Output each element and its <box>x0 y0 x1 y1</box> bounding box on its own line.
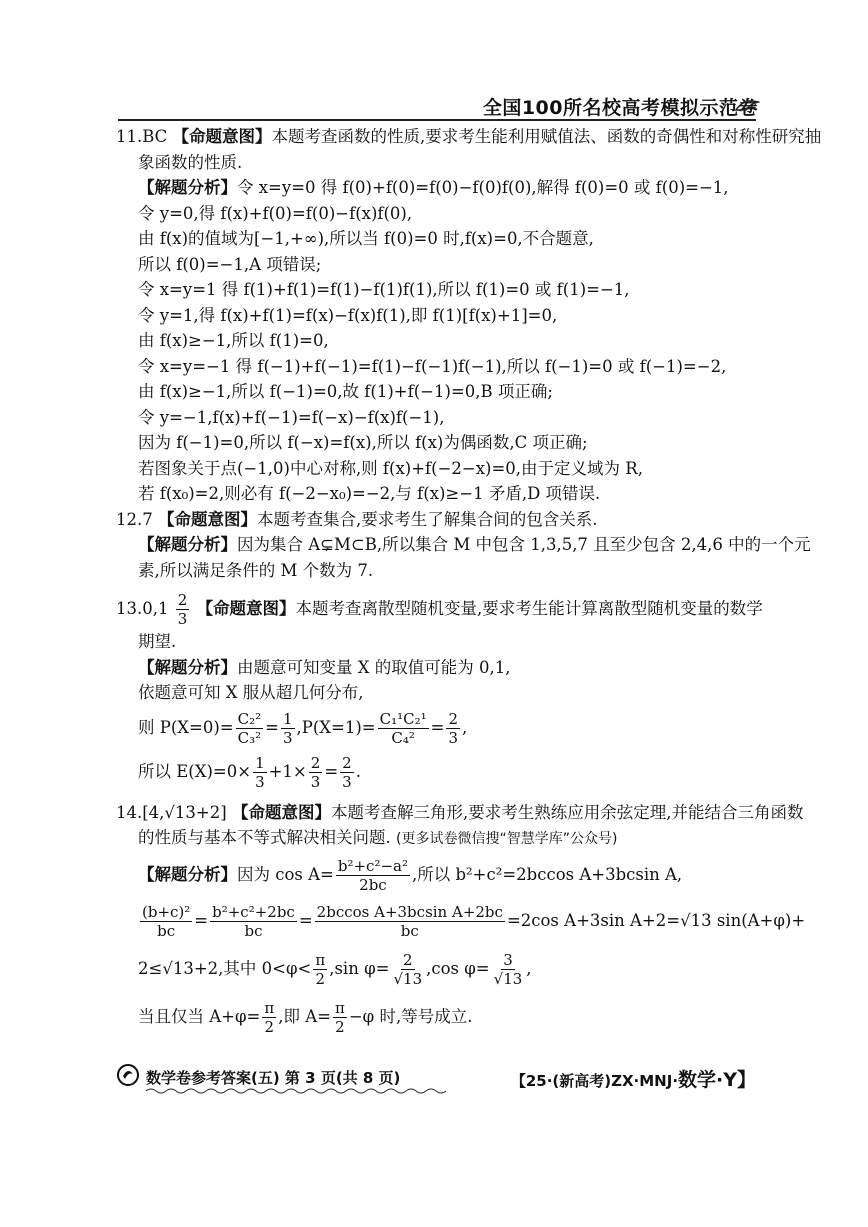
q11-line-11: 若图象关于点(−1,0)中心对称,则 f(x)+f(−2−x)=0,由于定义域为 R, <box>138 458 643 478</box>
answer-content <box>116 124 822 1041</box>
q13-intent: 本题考查离散型随机变量,要求考生能计算离散型随机变量的数学 <box>295 599 763 618</box>
question-13 <box>116 589 763 794</box>
q13-line-2: 依题意可知 X 服从超几何分布, <box>138 683 364 702</box>
q13-answer-fraction: $\frac{2}{3}$ <box>177 591 188 628</box>
q14-label: 14.[4,√13+2] <box>116 802 227 822</box>
q14-intent-cont: 的性质与基本不等式解决相关问题. <box>138 828 391 847</box>
footer-code: 【25·(新高考)ZX·MNJ·数学·Y】 <box>510 1069 756 1091</box>
q11-line-7: 令 x=y=−1 得 f(−1)+f(−1)=f(1)−f(−1)f(−1),所以 f(−1)=0 或 f(−1)=−2, <box>138 356 727 376</box>
q11-line-3: 所以 f(0)=−1,A 项错误; <box>138 254 322 274</box>
footer-page-info: 数学卷参考答案(五) 第 3 页(共 8 页) <box>146 1069 401 1087</box>
q12-line-1: 因为集合 A⊊M⊂B,所以集合 M 中包含 1,3,5,7 且至少包含 2,4,6 中的一个元 <box>237 535 811 554</box>
q13-intent-tag: 【命题意图】 <box>196 599 296 618</box>
q13-label: 13.0,1 <box>116 599 169 618</box>
header-rule <box>118 119 756 121</box>
q11-line-12: 若 f(x₀)=2,则必有 f(−2−x₀)=−2,与 f(x)≥−1 矛盾,D 项错误. <box>138 484 601 503</box>
q11-line-5: 令 y=1,得 f(x)+f(1)=f(x)−f(x)f(1),即 f(1)[f(x)+1]=0, <box>138 305 558 325</box>
q11-line-2: 由 f(x)的值域为[−1,+∞),所以当 f(0)=0 时,f(x)=0,不合题意, <box>138 229 594 248</box>
q13-analysis-tag: 【解题分析】 <box>138 657 237 677</box>
page-footer <box>116 1063 756 1089</box>
q11-intent: 本题考查函数的性质,要求考生能利用赋值法、函数的奇偶性和对称性研究抽 <box>271 127 822 146</box>
q14-note: (更多试卷微信搜“智慧学库”公众号) <box>396 831 618 847</box>
q14-analysis-tag: 【解题分析】 <box>138 864 237 884</box>
q11-line-6: 由 f(x)≥−1,所以 f(1)=0, <box>138 331 329 350</box>
q13-intent-cont: 期望. <box>138 632 177 651</box>
q12-analysis-tag: 【解题分析】 <box>138 535 237 554</box>
q11-line-4: 令 x=y=1 得 f(1)+f(1)=f(1)−f(1)f(1),所以 f(1)=0 或 f(1)=−1, <box>138 280 630 299</box>
q11-intent-tag: 【命题意图】 <box>172 127 272 146</box>
footer-wave-decoration <box>146 1087 446 1095</box>
q11-intent-cont: 象函数的性质. <box>138 152 243 172</box>
q13-expectation-line: 所以 E(X)=0× $\frac{1}{3}$ +1× $\frac{2}{3}$ = $\frac{2}{3}$ . <box>138 753 361 791</box>
series-title: 全国100所名校高考模拟示范卷 <box>482 97 758 119</box>
q11-analysis-tag: 【解题分析】 <box>138 178 237 197</box>
q11-line-8: 由 f(x)≥−1,所以 f(−1)=0,故 f(1)+f(−1)=0,B 项正确; <box>138 382 553 401</box>
q14-final-line: 当且仅当 A+φ= $\frac{\pi}{2}$ ,即 A= $\frac{\pi}{2}$ −φ 时,等号成立. <box>138 998 473 1036</box>
q14-intent: 本题考查解三角形,要求考生熟练应用余弦定理,并能结合三角函数 <box>330 802 804 822</box>
q11-line-1: 令 y=0,得 f(x)+f(0)=f(0)−f(x)f(0), <box>138 203 413 223</box>
q13-probability-line: 则 P(X=0)= $\frac{\text{C₂²}}{\text{C₃²}}$ = $\frac{1}{3}$ ,P(X=1)= $\frac{\text{C₁¹C₂¹}}{\text{C₄²}}$ = $\frac{2}{3}$ , <box>138 709 468 747</box>
publisher-logo-icon <box>116 1063 140 1087</box>
q12-label: 12.7 <box>116 509 153 529</box>
q12-intent-tag: 【命题意图】 <box>158 509 257 529</box>
q14-equation-line: $\frac{\text{(b+c)²}}{bc}$ = $\frac{\text{b²+c²+2bc}}{bc}$ = $\frac{\text{2bccos A+3bcsin A+2bc}}{bc}$ =2cos A+3sin A+2=√13 sin(A+φ)+ <box>142 902 806 940</box>
q14-cos-line: 【解题分析】因为 cos A= $\frac{\text{b²+c²−a²}}{2bc}$ ,所以 b²+c²=2bccos A+3bcsin A, <box>138 856 683 894</box>
question-14 <box>116 800 806 1041</box>
question-11 <box>116 124 822 507</box>
question-12 <box>116 507 811 584</box>
q11-line-10: 因为 f(−1)=0,所以 f(−x)=f(x),所以 f(x)为偶函数,C 项正确; <box>138 433 588 452</box>
q11-line-9: 令 y=−1,f(x)+f(−1)=f(−x)−f(x)f(−1), <box>138 407 445 427</box>
q12-intent: 本题考查集合,要求考生了解集合间的包含关系. <box>257 509 598 529</box>
q14-intent-tag: 【命题意图】 <box>231 802 331 822</box>
q13-line-1: 由题意可知变量 X 的取值可能为 0,1, <box>237 657 511 677</box>
q11-line-0: 令 x=y=0 得 f(0)+f(0)=f(0)−f(0)f(0),解得 f(0)=0 或 f(0)=−1, <box>237 178 729 197</box>
q11-label: 11.BC <box>116 127 168 146</box>
q14-inequality-line: 2≤√13+2,其中 0<φ< $\frac{\pi}{2}$ ,sin φ= $\frac{2}{√13}$ ,cos φ= $\frac{3}{√13}$ , <box>138 950 532 988</box>
header-decoration-icon <box>734 96 760 114</box>
q12-line-2: 素,所以满足条件的 M 个数为 7. <box>138 560 374 580</box>
